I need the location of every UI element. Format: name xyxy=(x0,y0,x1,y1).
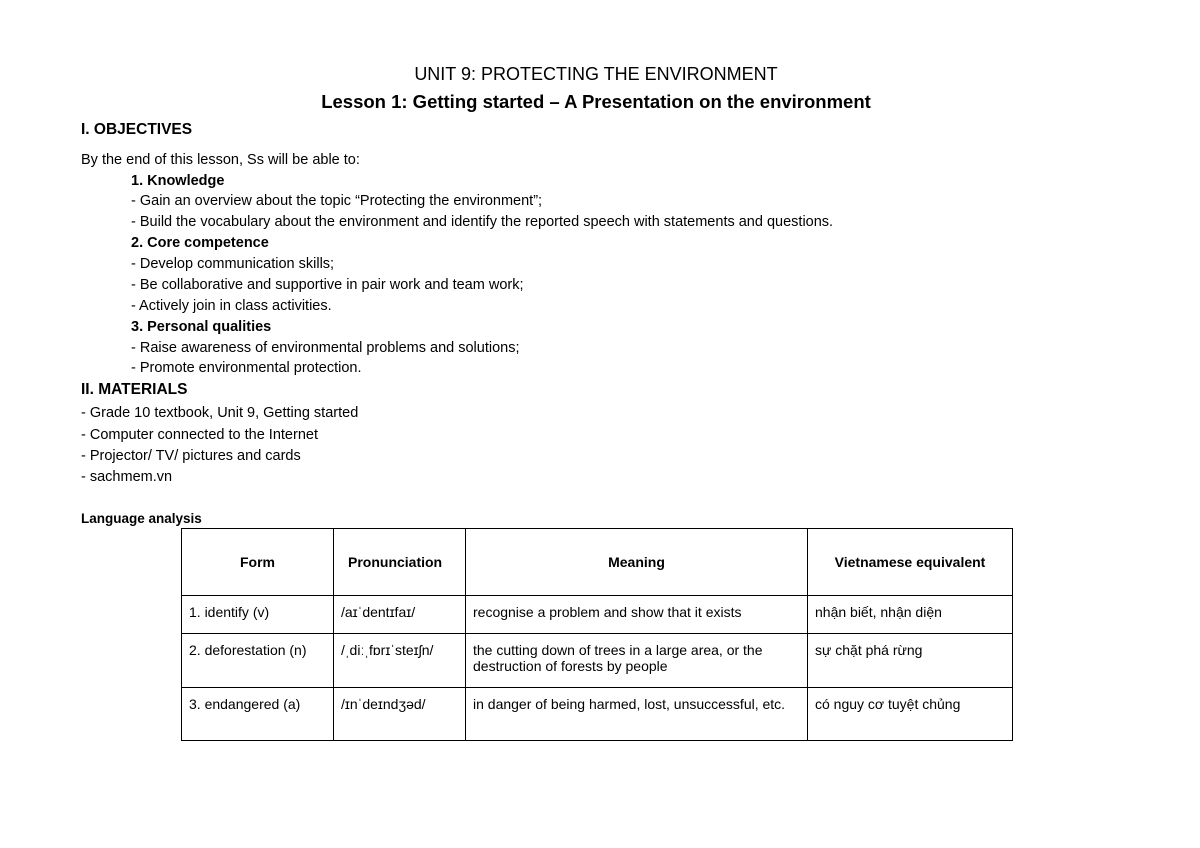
core-competence-heading: 2. Core competence xyxy=(131,235,269,251)
knowledge-item: - Build the vocabulary about the environment and identify the reported speech with statements and questions. xyxy=(131,214,834,230)
header-vietnamese-equivalent: Vietnamese equivalent xyxy=(808,529,1013,596)
cell-pronunciation: /aɪˈdentɪfaɪ/ xyxy=(334,596,466,634)
personal-qualities-heading: 3. Personal qualities xyxy=(131,319,272,335)
table-row xyxy=(182,596,1013,634)
cell-meaning: recognise a problem and show that it exists xyxy=(466,596,808,634)
unit-title: UNIT 9: PROTECTING THE ENVIRONMENT xyxy=(414,64,778,84)
cell-form: 2. deforestation (n) xyxy=(182,634,334,688)
objectives-intro: By the end of this lesson, Ss will be able to: xyxy=(81,152,360,168)
objectives-heading: I. OBJECTIVES xyxy=(81,121,193,138)
cell-vietnamese: có nguy cơ tuyệt chủng xyxy=(808,688,1013,741)
core-item: - Be collaborative and supportive in pair work and team work; xyxy=(131,277,524,293)
header-form: Form xyxy=(182,529,334,596)
lesson-title: Lesson 1: Getting started – A Presentation on the environment xyxy=(321,91,871,112)
materials-item: - Grade 10 textbook, Unit 9, Getting started xyxy=(81,405,359,421)
cell-meaning: in danger of being harmed, lost, unsuccessful, etc. xyxy=(466,688,808,741)
materials-item: - Projector/ TV/ pictures and cards xyxy=(81,448,301,464)
cell-meaning: the cutting down of trees in a large area, or the destruction of forests by people xyxy=(466,634,808,688)
knowledge-item: - Gain an overview about the topic “Protecting the environment”; xyxy=(131,193,543,209)
personal-item: - Promote environmental protection. xyxy=(131,360,362,376)
cell-pronunciation: /ˌdiːˌfɒrɪˈsteɪʃn/ xyxy=(334,634,466,688)
materials-item: - sachmem.vn xyxy=(81,469,173,485)
cell-form: 3. endangered (a) xyxy=(182,688,334,741)
table-header-row xyxy=(182,529,1013,596)
knowledge-heading: 1. Knowledge xyxy=(131,173,225,189)
header-meaning: Meaning xyxy=(466,529,808,596)
table-row xyxy=(182,688,1013,741)
personal-item: - Raise awareness of environmental problems and solutions; xyxy=(131,340,520,356)
table-row xyxy=(182,634,1013,688)
core-item: - Develop communication skills; xyxy=(131,256,335,272)
core-item: - Actively join in class activities. xyxy=(131,298,332,314)
materials-item: - Computer connected to the Internet xyxy=(81,427,318,443)
header-pronunciation: Pronunciation xyxy=(334,529,466,596)
cell-pronunciation: /ɪnˈdeɪndʒəd/ xyxy=(334,688,466,741)
cell-vietnamese: nhận biết, nhận diện xyxy=(808,596,1013,634)
language-analysis-label: Language analysis xyxy=(81,511,202,526)
materials-heading: II. MATERIALS xyxy=(81,381,188,398)
cell-vietnamese: sự chặt phá rừng xyxy=(808,634,1013,688)
cell-form: 1. identify (v) xyxy=(182,596,334,634)
language-analysis-table xyxy=(181,528,1013,741)
